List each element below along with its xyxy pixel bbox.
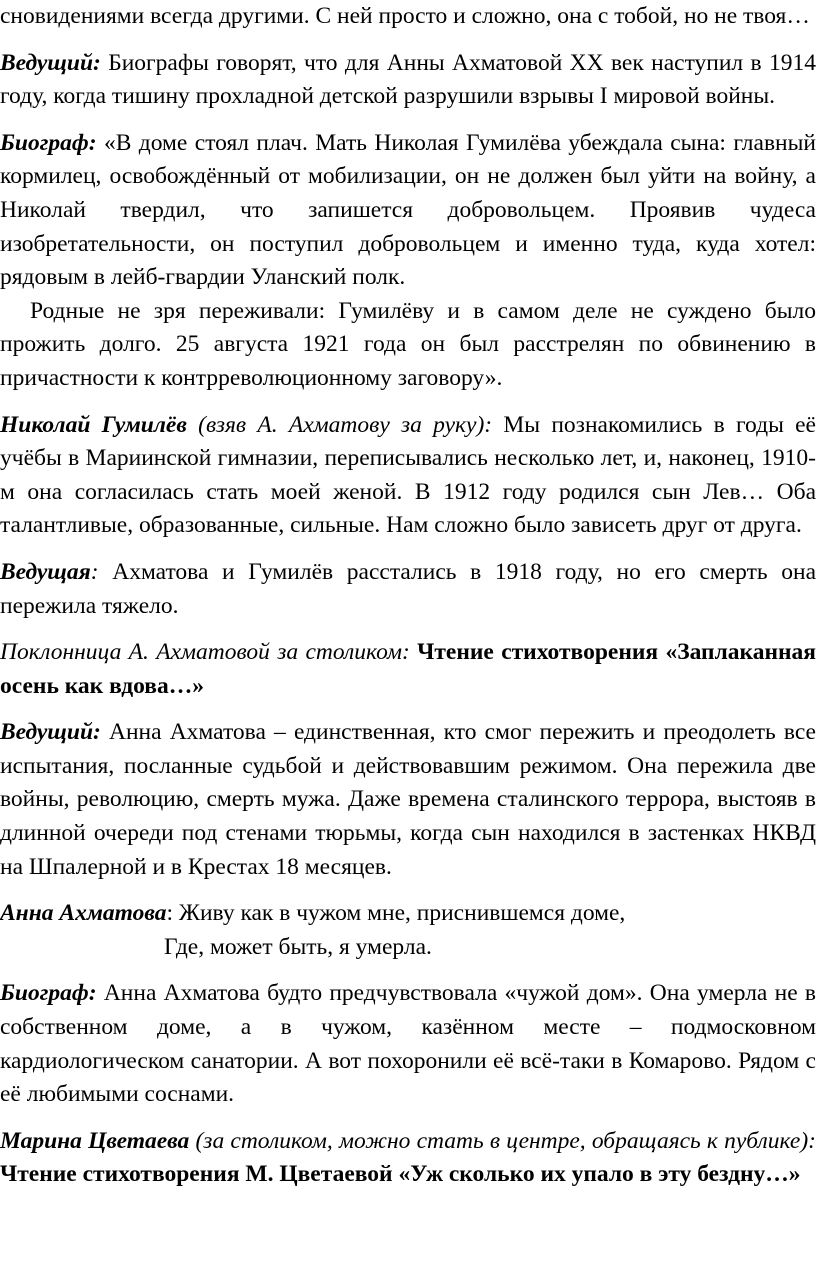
paragraph-text: Родные не зря переживали: Гумилёву и в самом деле не суждено было прожить долго. 25 августа 1921 года он был расстрелян по обвинению в причастности к контрреволюционному заговору». bbox=[0, 297, 816, 391]
poem-reading-title: Чтение стихотворения «Заплаканная осень как вдова…» bbox=[0, 639, 816, 699]
speaker-label: Ведущий: bbox=[0, 719, 101, 746]
paragraph-text: «В доме стоял плач. Мать Николая Гумилёва убеждала сына: главный кормилец, освобождённый от мобилизации, он не должен был уйти на войну, а Николай твердил, что запишется добровольцем. Проявив чудеса изобретательности, он поступил добровольцем и именно туда, куда хотел: рядовым в лейб-гвардии Уланский полк. bbox=[0, 129, 816, 291]
paragraph-biographer-continued bbox=[0, 295, 816, 396]
paragraph-tsvetaeva-reading bbox=[0, 1125, 816, 1192]
speaker-label: Марина Цветаева bbox=[0, 1127, 190, 1154]
paragraph-akhmatova-verse bbox=[0, 897, 816, 964]
speaker-label: Биограф: bbox=[0, 980, 97, 1007]
paragraph-continuation bbox=[0, 0, 816, 34]
stage-direction: (взяв А. Ахматову за руку): bbox=[186, 411, 493, 438]
paragraph-text: Биографы говорят, что для Анны Ахматовой XX век наступил в 1914 году, когда тишину прохладной детской разрушили взрывы I мировой войны. bbox=[0, 49, 816, 110]
speaker-colon: : bbox=[90, 558, 99, 585]
verse-line-1 bbox=[0, 897, 816, 931]
verse-text: Живу как в чужом мне, приснившемся доме, bbox=[173, 900, 626, 927]
verse-line-2: Где, может быть, я умерла. bbox=[164, 933, 432, 960]
paragraph-text: Мы познакомились в годы её учёбы в Мариинской гимназии, переписывались несколько лет, и, наконец, 1910-м она согласилась стать моей женой. В 1912 году родился сын Лев… Оба талантливые, образованные, сильные. Нам сложно было зависеть друг от друга. bbox=[0, 411, 816, 539]
paragraph-text: сновидениями всегда другими. С ней просто и сложно, она с тобой, но не твоя… bbox=[0, 3, 810, 29]
paragraph-text: Анна Ахматова будто предчувствовала «чужой дом». Она умерла не в собственном доме, а в чужом, казённом месте – подмосковном кардиологическом санатории. А вот похоронили её всё-таки в Комарово. Рядом с её любимыми соснами. bbox=[0, 980, 816, 1108]
speaker-label: Николай Гумилёв bbox=[0, 411, 187, 438]
speaker-colon: : bbox=[166, 900, 174, 927]
paragraph-admirer-reading bbox=[0, 636, 816, 703]
speaker-label: Биограф: bbox=[0, 129, 97, 156]
speaker-label: Анна Ахматова bbox=[0, 900, 167, 927]
paragraph-biographer-1 bbox=[0, 127, 816, 295]
speaker-label: Ведущий: bbox=[0, 49, 101, 76]
poem-reading-title: Чтение стихотворения М. Цветаевой «Уж сколько их упало в эту бездну…» bbox=[0, 1161, 801, 1188]
paragraph-text: Ахматова и Гумилёв расстались в 1918 году, но его смерть она пережила тяжело. bbox=[0, 558, 816, 619]
stage-direction: (за столиком, можно стать в центре, обращаясь к публике): bbox=[189, 1127, 816, 1154]
paragraph-text: Анна Ахматова – единственная, кто смог пережить и преодолеть все испытания, посланные судьбой и действовавшим режимом. Она пережила две войны, революцию, смерть мужа. Даже времена сталинского террора, выстояв в длинной очереди под стенами тюрьмы, когда сын находился в застенках НКВД на Шпалерной и в Крестах 18 месяцев. bbox=[0, 719, 816, 880]
paragraph-gumilev bbox=[0, 409, 816, 543]
speaker-label: Ведущая bbox=[0, 558, 91, 585]
paragraph-biographer-2 bbox=[0, 977, 816, 1111]
paragraph-hostess bbox=[0, 556, 816, 623]
paragraph-host-2 bbox=[0, 716, 816, 884]
stage-direction: Поклонница А. Ахматовой за столиком: bbox=[0, 639, 410, 666]
paragraph-host-1 bbox=[0, 47, 816, 114]
